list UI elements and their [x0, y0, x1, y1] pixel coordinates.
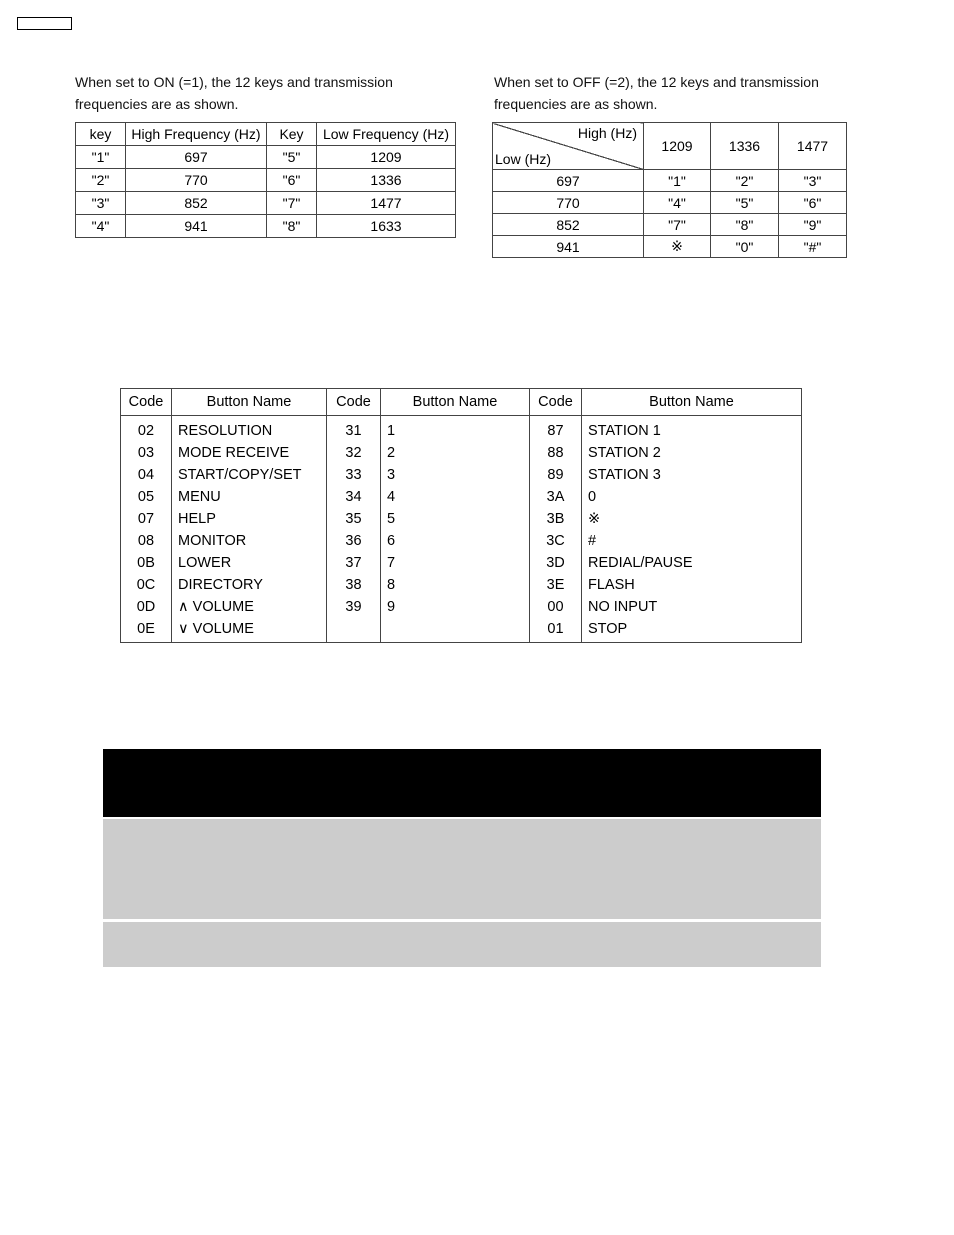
- table-row: [121, 618, 802, 643]
- name-cell: NO INPUT: [582, 596, 802, 618]
- code-cell: 01: [530, 618, 582, 643]
- table-header-row: [493, 123, 847, 170]
- code-cell: 87: [530, 416, 582, 443]
- name-cell: 0: [582, 486, 802, 508]
- cell: 1633: [317, 215, 456, 238]
- off-mode-dtmf-matrix: [492, 122, 847, 258]
- corner-low-label: Low (Hz): [495, 151, 552, 167]
- high-freq-header: 1477: [779, 123, 847, 170]
- table-row: [76, 192, 456, 215]
- table-row: [121, 442, 802, 464]
- name-cell: MONITOR: [172, 530, 327, 552]
- name-cell: STATION 3: [582, 464, 802, 486]
- code-cell: 3C: [530, 530, 582, 552]
- code-cell: 32: [327, 442, 381, 464]
- header-code: Code: [121, 389, 172, 416]
- table-row: [493, 236, 847, 258]
- code-cell: 0E: [121, 618, 172, 643]
- name-cell: 5: [381, 508, 530, 530]
- table-row: [76, 215, 456, 238]
- table-row: [76, 146, 456, 169]
- section-header-band: [103, 749, 821, 817]
- cell: "1": [76, 146, 126, 169]
- table-header-row: [121, 389, 802, 416]
- cell: "5": [711, 192, 779, 214]
- header-button-name: Button Name: [172, 389, 327, 416]
- button-code-table: [120, 388, 802, 643]
- table-row: [493, 170, 847, 192]
- cell: "2": [711, 170, 779, 192]
- cell: 770: [126, 169, 267, 192]
- header-key-2: Key: [267, 123, 317, 146]
- code-cell: 3E: [530, 574, 582, 596]
- code-cell: [327, 618, 381, 643]
- low-freq-cell: 770: [493, 192, 644, 214]
- cell: "6": [779, 192, 847, 214]
- table-row: [121, 416, 802, 443]
- code-cell: 3B: [530, 508, 582, 530]
- code-cell: 89: [530, 464, 582, 486]
- cell: 941: [126, 215, 267, 238]
- corner-cell: [493, 123, 644, 170]
- low-freq-cell: 697: [493, 170, 644, 192]
- cell: "5": [267, 146, 317, 169]
- code-cell: 07: [121, 508, 172, 530]
- grey-panel-small: [103, 922, 821, 967]
- high-freq-header: 1336: [711, 123, 779, 170]
- name-cell: 6: [381, 530, 530, 552]
- cell: "#": [779, 236, 847, 258]
- cell: 1477: [317, 192, 456, 215]
- code-cell: 3A: [530, 486, 582, 508]
- table-row: [76, 169, 456, 192]
- code-cell: 36: [327, 530, 381, 552]
- name-cell: 4: [381, 486, 530, 508]
- name-cell: START/COPY/SET: [172, 464, 327, 486]
- name-cell: LOWER: [172, 552, 327, 574]
- code-cell: 03: [121, 442, 172, 464]
- code-cell: 0C: [121, 574, 172, 596]
- name-cell: 3: [381, 464, 530, 486]
- cell: "7": [644, 214, 711, 236]
- cell: "1": [644, 170, 711, 192]
- cell: 1209: [317, 146, 456, 169]
- code-cell: 3D: [530, 552, 582, 574]
- intro-on-text: When set to ON (=1), the 12 keys and transmission frequencies are as shown.: [75, 74, 393, 112]
- name-cell: FLASH: [582, 574, 802, 596]
- page-number-box: [17, 17, 72, 30]
- cell: "4": [644, 192, 711, 214]
- cell: "7": [267, 192, 317, 215]
- name-cell: RESOLUTION: [172, 416, 327, 443]
- on-mode-frequency-table: [75, 122, 456, 238]
- name-cell: STOP: [582, 618, 802, 643]
- name-cell: REDIAL/PAUSE: [582, 552, 802, 574]
- cell: "3": [76, 192, 126, 215]
- name-cell: DIRECTORY: [172, 574, 327, 596]
- table-row: [121, 486, 802, 508]
- cell: "8": [267, 215, 317, 238]
- table-header-row: [76, 123, 456, 146]
- table-row: [121, 530, 802, 552]
- code-cell: 34: [327, 486, 381, 508]
- header-key: key: [76, 123, 126, 146]
- low-freq-cell: 941: [493, 236, 644, 258]
- table-row: [493, 214, 847, 236]
- code-cell: 05: [121, 486, 172, 508]
- code-cell: 04: [121, 464, 172, 486]
- name-cell: ∧ VOLUME: [172, 596, 327, 618]
- name-cell: 2: [381, 442, 530, 464]
- code-cell: 31: [327, 416, 381, 443]
- code-cell: 33: [327, 464, 381, 486]
- intro-off-text: When set to OFF (=2), the 12 keys and transmission frequencies are as shown.: [494, 74, 819, 112]
- header-button-name: Button Name: [582, 389, 802, 416]
- cell: 697: [126, 146, 267, 169]
- code-cell: 88: [530, 442, 582, 464]
- corner-high-label: High (Hz): [577, 125, 637, 141]
- cell: "4": [76, 215, 126, 238]
- cell: "6": [267, 169, 317, 192]
- header-code: Code: [327, 389, 381, 416]
- cell: "2": [76, 169, 126, 192]
- name-cell: 7: [381, 552, 530, 574]
- code-cell: 02: [121, 416, 172, 443]
- header-low-frequency: Low Frequency (Hz): [317, 123, 456, 146]
- name-cell: ※: [582, 508, 802, 530]
- header-code: Code: [530, 389, 582, 416]
- cell: "9": [779, 214, 847, 236]
- high-freq-header: 1209: [644, 123, 711, 170]
- cell: ※: [644, 236, 711, 258]
- code-cell: 38: [327, 574, 381, 596]
- table-row: [121, 552, 802, 574]
- table-row: [121, 464, 802, 486]
- table-row: [121, 574, 802, 596]
- name-cell: STATION 2: [582, 442, 802, 464]
- cell: 852: [126, 192, 267, 215]
- header-button-name: Button Name: [381, 389, 530, 416]
- name-cell: ∨ VOLUME: [172, 618, 327, 643]
- grey-panel-large: [103, 819, 821, 919]
- table-row: [493, 192, 847, 214]
- code-cell: 08: [121, 530, 172, 552]
- code-cell: 0B: [121, 552, 172, 574]
- name-cell: STATION 1: [582, 416, 802, 443]
- table-row: [121, 596, 802, 618]
- code-cell: 39: [327, 596, 381, 618]
- cell: 1336: [317, 169, 456, 192]
- low-freq-cell: 852: [493, 214, 644, 236]
- name-cell: 1: [381, 416, 530, 443]
- cell: "8": [711, 214, 779, 236]
- name-cell: 8: [381, 574, 530, 596]
- cell: "0": [711, 236, 779, 258]
- table-row: [121, 508, 802, 530]
- cell: "3": [779, 170, 847, 192]
- name-cell: #: [582, 530, 802, 552]
- code-cell: 37: [327, 552, 381, 574]
- name-cell: 9: [381, 596, 530, 618]
- code-cell: 35: [327, 508, 381, 530]
- code-cell: 0D: [121, 596, 172, 618]
- code-cell: 00: [530, 596, 582, 618]
- name-cell: MODE RECEIVE: [172, 442, 327, 464]
- name-cell: HELP: [172, 508, 327, 530]
- name-cell: MENU: [172, 486, 327, 508]
- name-cell: [381, 618, 530, 643]
- header-high-frequency: High Frequency (Hz): [126, 123, 267, 146]
